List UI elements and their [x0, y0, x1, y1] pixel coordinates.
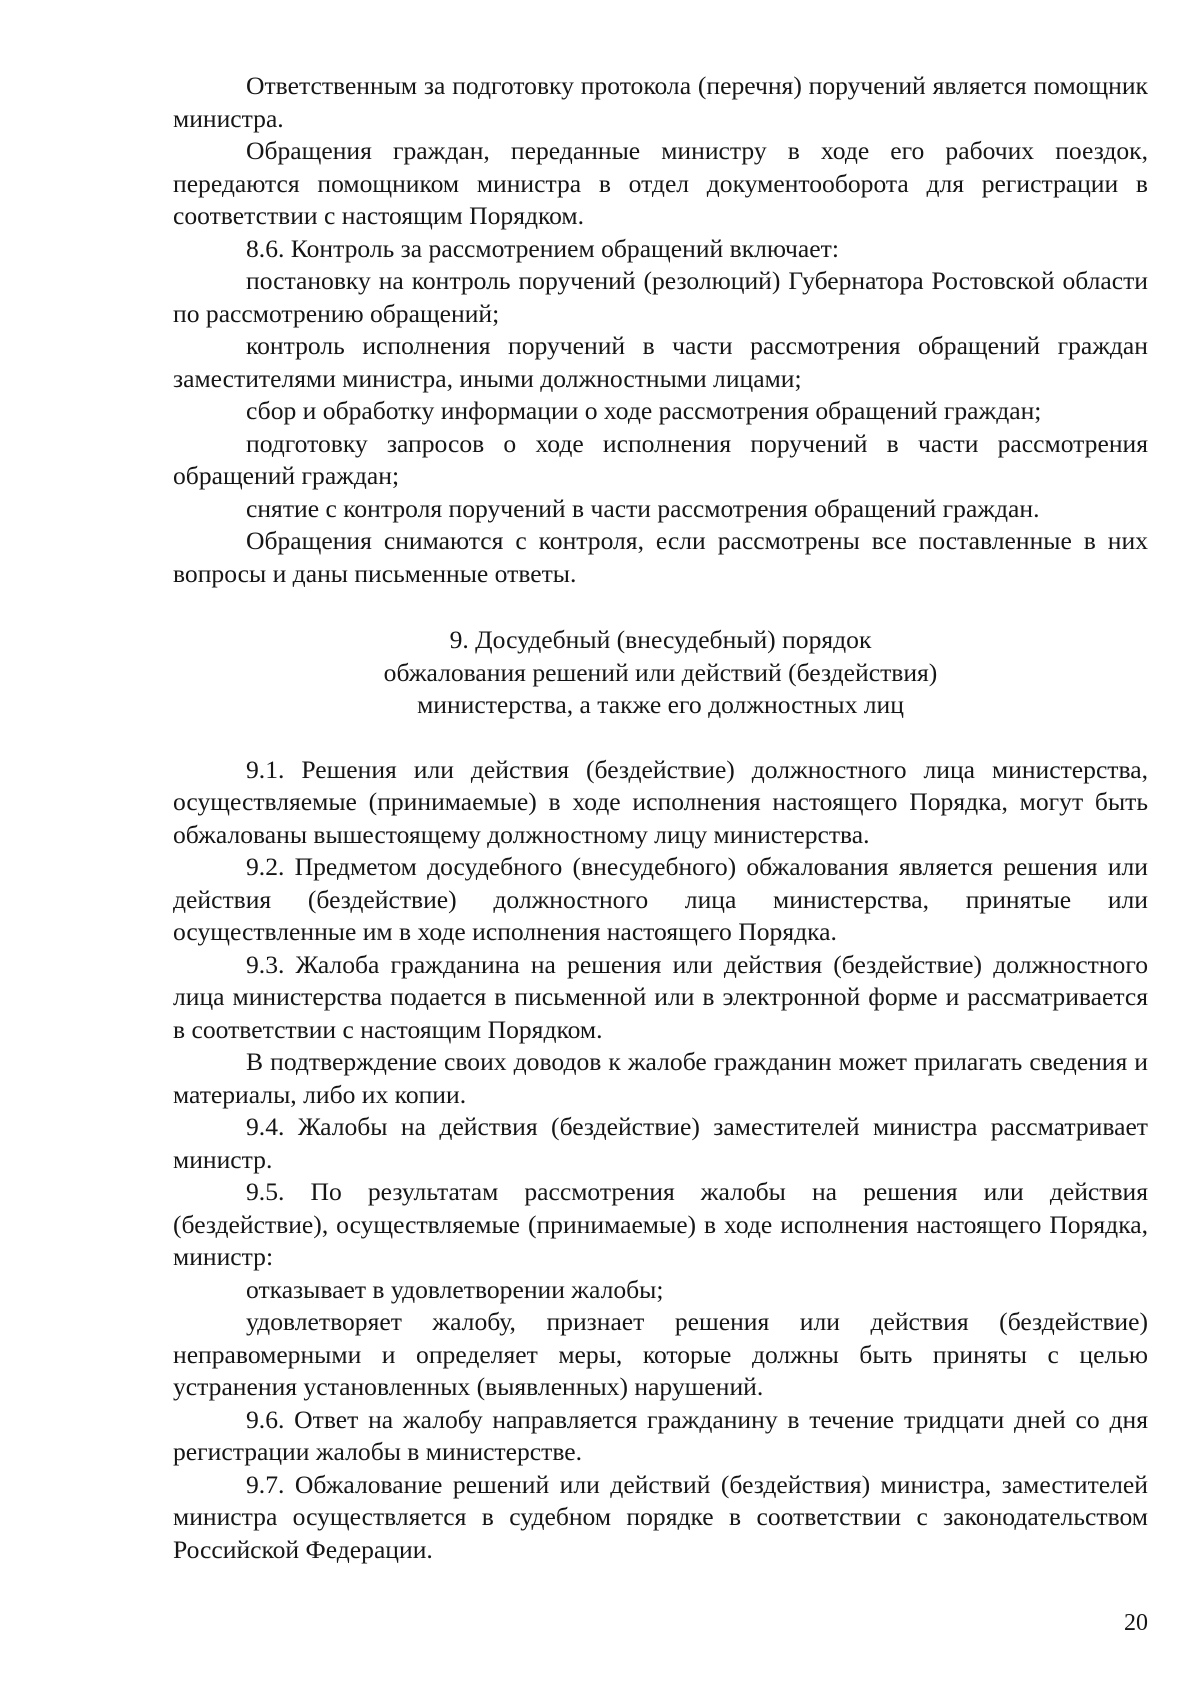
paragraph: отказывает в удовлетворении жалобы;: [246, 1274, 664, 1304]
paragraph: сбор и обработку информации о ходе рассмотрения обращений граждан;: [246, 396, 1042, 425]
paragraph: Ответственным за подготовку протокола (перечня) поручений является помощник министра.: [173, 71, 1148, 133]
paragraph: 9.1. Решения или действия (бездействие) должностного лица министерства, осуществляемые (принимаемые) в ходе исполнения настоящего Порядка, могут быть обжалованы вышестоящему должностному лицу министерства.: [173, 754, 1148, 849]
paragraph: снятие с контроля поручений в части рассмотрения обращений граждан.: [246, 493, 1040, 523]
paragraph: удовлетворяет жалобу, признает решения или действия (бездействие) неправомерными и определяет меры, которые должны быть приняты с целью устранения установленных (выявленных) нарушений.: [173, 1307, 1148, 1401]
document-body: [173, 70, 1148, 1566]
paragraph: 9.2. Предметом досудебного (внесудебного) обжалования является решения или действия (бездействие) должностного лица министерства, принятые или осуществленные им в ходе исполнения настоящего Порядка.: [173, 852, 1148, 946]
section-heading: [173, 624, 1148, 722]
paragraph: 9.6. Ответ на жалобу направляется гражданину в течение тридцати дней со дня регистрации жалобы в министерстве.: [173, 1404, 1148, 1466]
paragraph: Обращения граждан, переданные министру в ходе его рабочих поездок, передаются помощником министра в отдел документооборота для регистрации в соответствии с настоящим Порядком.: [173, 136, 1148, 230]
section-heading-line: министерства, а также его должностных лиц: [417, 690, 904, 719]
paragraph: подготовку запросов о ходе исполнения поручений в части рассмотрения обращений граждан;: [173, 428, 1148, 490]
paragraph: 9.3. Жалоба гражданина на решения или действия (бездействие) должностного лица министерства подается в письменной или в электронной форме и рассматривается в соответствии с настоящим Порядком.: [173, 949, 1148, 1044]
paragraph: В подтверждение своих доводов к жалобе гражданин может прилагать сведения и материалы, либо их копии.: [173, 1047, 1148, 1109]
paragraph: 9.7. Обжалование решений или действий (бездействия) министра, заместителей министра осуществляется в судебном порядке в соответствии с законодательством Российской Федерации.: [173, 1469, 1148, 1564]
page-number: 20: [1124, 1610, 1148, 1636]
paragraph: постановку на контроль поручений (резолюций) Губернатора Ростовской области по рассмотрению обращений;: [173, 266, 1148, 328]
paragraph: 8.6. Контроль за рассмотрением обращений включает:: [246, 233, 839, 263]
paragraph: 9.4. Жалобы на действия (бездействие) заместителей министра рассматривает министр.: [173, 1112, 1148, 1174]
paragraph: 9.5. По результатам рассмотрения жалобы на решения или действия (бездействие), осуществляемые (принимаемые) в ходе исполнения настоящего Порядка, министр:: [173, 1177, 1148, 1271]
paragraph: Обращения снимаются с контроля, если рассмотрены все поставленные в них вопросы и даны письменные ответы.: [173, 526, 1148, 588]
section-heading-line: 9. Досудебный (внесудебный) порядок: [449, 625, 872, 654]
section-heading-line: обжалования решений или действий (бездействия): [383, 657, 938, 687]
paragraph: контроль исполнения поручений в части рассмотрения обращений граждан заместителями министра, иными должностными лицами;: [173, 331, 1148, 393]
